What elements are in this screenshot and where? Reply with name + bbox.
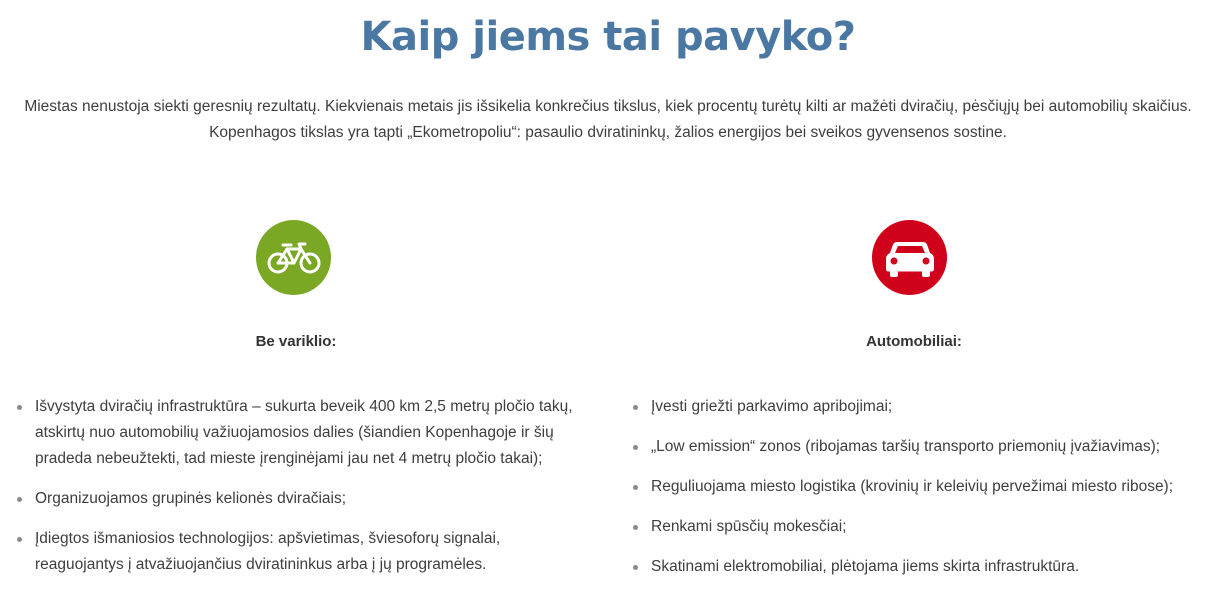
page-title: Kaip jiems tai pavyko? [360, 14, 856, 60]
bicycle-icon-circle [256, 220, 331, 295]
car-icon-circle [872, 220, 947, 295]
list-item: Skatinami elektromobiliai, plėtojama jiems skirta infrastruktūra. [616, 554, 1211, 580]
list-item: Organizuojamos grupinės kelionės dviračiais; [0, 486, 590, 512]
list-item: Reguliuojama miesto logistika (krovinių ir keleivių pervežimai miesto ribose); [616, 474, 1211, 500]
intro-paragraph: Miestas nenustoja siekti geresnių rezultatų. Kiekvienais metais jis išsikelia konkrečius tikslus, kiek procentų turėtų kilti ar mažėti dviračių, pėsčiųjų bei automobilių skaičius. Kopenhagos tikslas yra tapti „Ekometropoliu“: pasaulio dviratininkų, žalios energijos bei sveikos gyvensenos sostine. [24, 98, 1192, 141]
list-item: „Low emission“ zonos (ribojamas taršių transporto priemonių įvažiavimas); [616, 434, 1211, 460]
no-engine-heading: Be variklio: [255, 333, 337, 350]
list-item: Įdiegtos išmaniosios technologijos: apšvietimas, šviesoforų signalai, reaguojantys į atvažiuojančius dviratininkus arba į jų programėles. [0, 526, 590, 578]
bicycle-icon [267, 241, 321, 275]
list-item: Įvesti griežti parkavimo apribojimai; [616, 394, 1211, 420]
no-engine-list [0, 394, 592, 592]
cars-heading: Automobiliai: [866, 333, 962, 350]
car-icon [885, 238, 935, 278]
list-item: Renkami spūsčių mokesčiai; [616, 514, 1211, 540]
cars-list [616, 394, 1212, 594]
list-item: Išvystyta dviračių infrastruktūra – sukurta beveik 400 km 2,5 metrų pločio takų, atskirtų nuo automobilių važiuojamosios dalies (šiandien Kopenhagoje ir šių pradeda nebeužtekti, tad mieste įrenginėjami jau net 4 metrų pločio takai); [0, 394, 590, 472]
